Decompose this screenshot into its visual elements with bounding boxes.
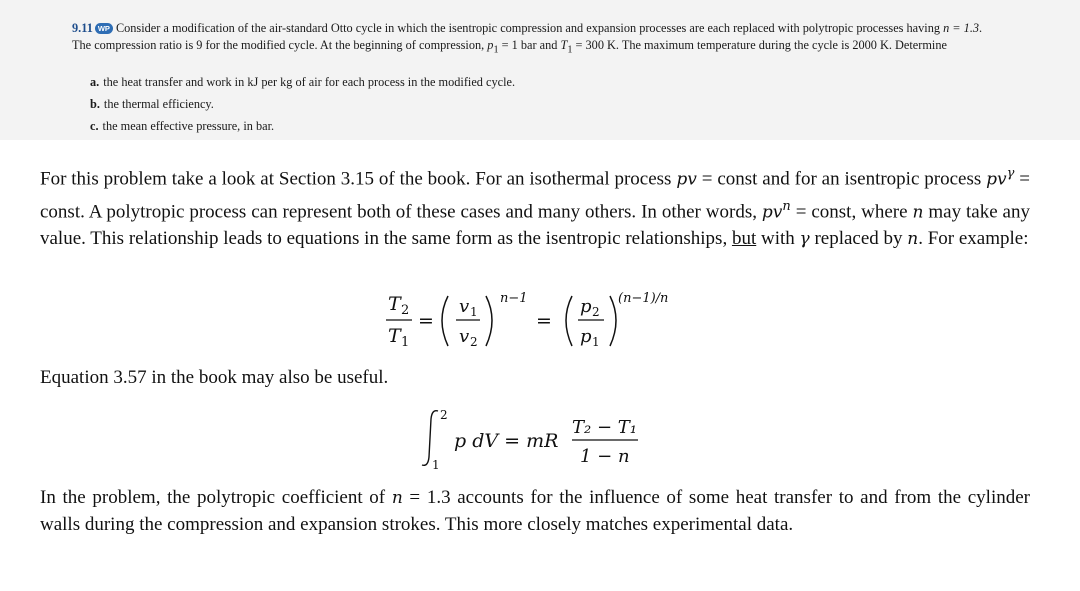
problem-text: 9.11 WP Consider a modification of the air-standard Otto cycle in which the isentropic compression and expansion processes are each replaced with polytropic processes having n = 1.3. The compression ratio is 9 for the modified cycle. At the beginning of compression, $p_1 = 1$ bar and $T_1 = 300$ K. The maximum temperature during the cycle is 2000 K. Determine (72, 21, 983, 55)
svg-text:p dV = mR: p dV = mR (454, 430, 559, 452)
svg-text:n−1: n−1 (500, 291, 528, 306)
equation-temperature-ratio (380, 282, 700, 358)
svg-text:2: 2 (470, 335, 478, 349)
problem-number: 9.11 (72, 21, 93, 35)
problem-statement (0, 0, 1080, 140)
svg-text:2: 2 (401, 303, 410, 318)
paragraph-equation-ref: Equation 3.57 in the book may also be useful. (40, 367, 389, 388)
part-b: b. the thermal efficiency. (90, 97, 214, 111)
part-c: c. the mean effective pressure, in bar. (90, 119, 275, 133)
paragraph-intro: For this problem take a look at Section 3.15 of the book. For an isothermal process pv = const and for an isentropic process $pv^\gamma$ = const. A polytropic process can represent both of these cases and many others. In other words, $pv^n$ = const, where n may take any value. This relationship leads to equations in the same form as the isentropic relationships, but with γ replaced by n. For example: (40, 166, 1031, 249)
paragraph-conclusion: In the problem, the polytropic coefficient of n = 1.3 accounts for the influence of some heat transfer to and from the cylinder walls during the compression and expansion strokes. This more closely matches experimental data. (40, 487, 1030, 535)
equation-polytropic-work (420, 405, 660, 479)
svg-text:1: 1 (401, 335, 410, 350)
svg-text:v: v (459, 296, 470, 317)
svg-text:1: 1 (592, 335, 600, 349)
svg-text:2: 2 (592, 305, 600, 319)
svg-text:2: 2 (440, 408, 448, 422)
svg-text:1: 1 (432, 458, 440, 472)
svg-text:p: p (580, 326, 592, 347)
svg-text:1: 1 (470, 305, 478, 319)
svg-text:v: v (459, 326, 470, 347)
svg-text:=: = (418, 310, 434, 332)
svg-text:T₂ − T₁: T₂ − T₁ (572, 417, 637, 438)
part-a: a. the heat transfer and work in kJ per kg of air for each process in the modified cycle. (90, 75, 516, 89)
svg-text:p: p (580, 296, 592, 317)
svg-text:1 − n: 1 − n (580, 446, 630, 467)
svg-text:=: = (536, 310, 552, 332)
svg-text:T: T (388, 325, 401, 347)
svg-text:T: T (388, 293, 401, 315)
svg-text:(n−1)/n: (n−1)/n (618, 291, 669, 306)
problem-parts (90, 74, 515, 140)
wp-badge-icon: WP (95, 23, 113, 34)
